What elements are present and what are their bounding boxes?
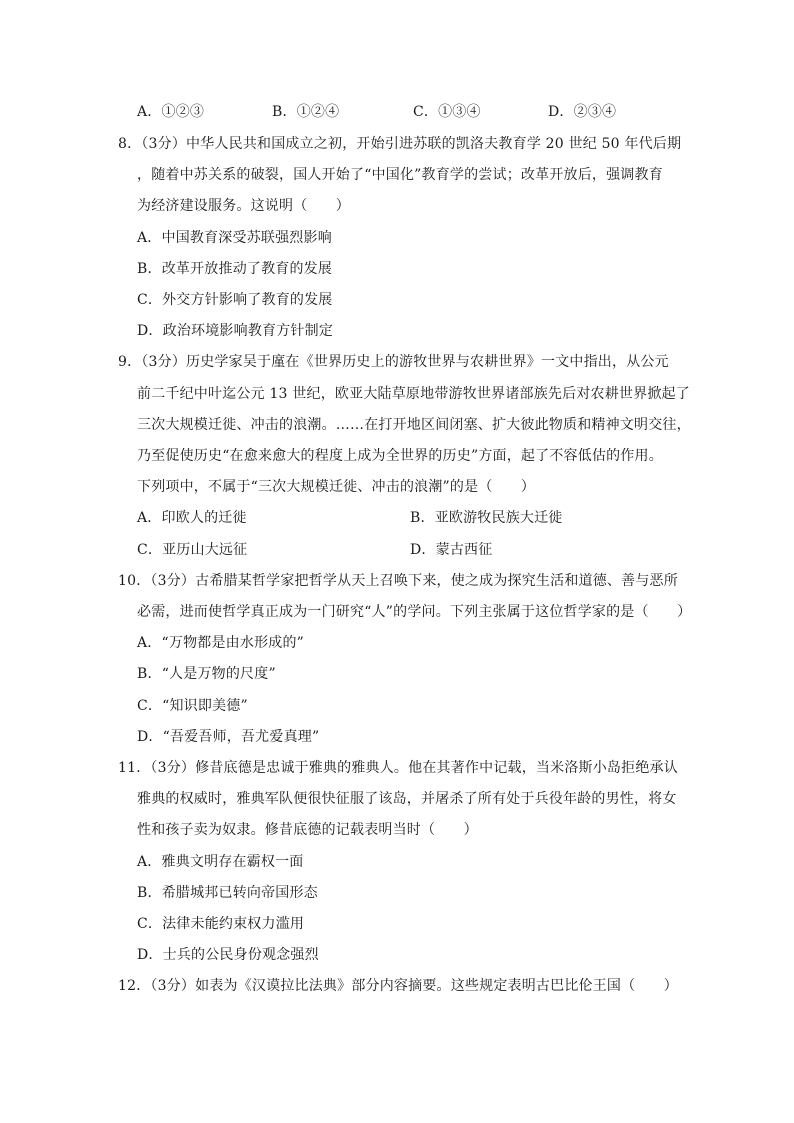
q11-stem-line-3: 性和孩子卖为奴隶。修昔底德的记载表明当时（ ）	[137, 822, 478, 838]
q8-option-b: B．改革开放推动了教育的发展	[137, 261, 333, 277]
q8-option-d: D．政治环境影响教育方针制定	[137, 323, 334, 339]
q11-option-a: A．雅典文明存在霸权一面	[137, 854, 304, 870]
q9-stem-line-1: 9．（3分）历史学家吴于廑在《世界历史上的游牧世界与农耕世界》一文中指出，从公元	[118, 354, 669, 370]
q9-option-d: D．蒙古西征	[410, 542, 493, 558]
q7-option-d: D．②③④	[548, 104, 617, 120]
q11-stem-line-1: 11．（3分）修昔底德是忠诚于雅典的雅典人。他在其著作中记载，当米洛斯小岛拒绝承认	[118, 760, 678, 776]
q10-option-a: A．“万物都是由水形成的”	[137, 635, 305, 651]
q9-option-a: A．印欧人的迁徙	[137, 510, 247, 526]
q8-option-c: C．外交方针影响了教育的发展	[137, 292, 333, 308]
q9-stem-line-5: 下列项中，不属于“三次大规模迁徙、冲击的浪潮”的是（ ）	[137, 479, 536, 495]
q10-stem-line-1: 10．（3分）古希腊某哲学家把哲学从天上召唤下来，使之成为探究生活和道德、善与恶所	[118, 573, 678, 589]
q8-stem-line-3: 为经济建设服务。这说明（ ）	[137, 198, 350, 214]
q12-stem-line-1: 12．（3分）如表为《汉谟拉比法典》部分内容摘要。这些规定表明古巴比伦王国（ ）	[118, 978, 678, 994]
q9-stem-line-4: 乃至促使历史“在愈来愈大的程度上成为全世界的历史”方面，起了不容低估的作用。	[137, 448, 663, 464]
q9-stem-line-2: 前二千纪中叶迄公元 13 世纪，欧亚大陆草原地带游牧世界诸部族先后对农耕世界掀起了	[137, 386, 690, 402]
q11-option-c: C．法律未能约束权力滥用	[137, 916, 305, 932]
q11-option-b: B．希腊城邦已转向帝国形态	[137, 885, 318, 901]
q7-option-a: A．①②③	[137, 104, 205, 120]
q10-stem-line-2: 必需，进而使哲学真正成为一门研究“人”的学问。下列主张属于这位哲学家的是（ ）	[137, 604, 692, 620]
q11-stem-line-2: 雅典的权威时，雅典军队便很快征服了该岛，并屠杀了所有处于兵役年龄的男性，将女	[137, 791, 677, 807]
q10-option-d: D．“吾爱吾师，吾尤爱真理”	[137, 729, 320, 745]
q10-option-c: C．“知识即美德”	[137, 698, 248, 714]
q9-option-c: C．亚历山大远征	[137, 542, 248, 558]
q7-option-c: C．①③④	[413, 104, 481, 120]
q8-stem-line-1: 8．（3分）中华人民共和国成立之初，开始引进苏联的凯洛夫教育学 20 世纪 50 年代后期	[118, 136, 682, 152]
q10-option-b: B．“人是万物的尺度”	[137, 666, 276, 682]
q11-option-d: D．士兵的公民身份观念强烈	[137, 947, 319, 963]
q8-option-a: A．中国教育深受苏联强烈影响	[137, 230, 332, 246]
q9-option-b: B．亚欧游牧民族大迁徙	[410, 510, 563, 526]
q7-option-b: B．①②④	[272, 104, 340, 120]
q8-stem-line-2: ，随着中苏关系的破裂，国人开始了“中国化”教育学的尝试；改革开放后，强调教育	[137, 167, 663, 183]
q9-stem-line-3: 三次大规模迁徙、冲击的浪潮。……在打开地区间闭塞、扩大彼此物质和精神文明交往，	[137, 417, 691, 433]
